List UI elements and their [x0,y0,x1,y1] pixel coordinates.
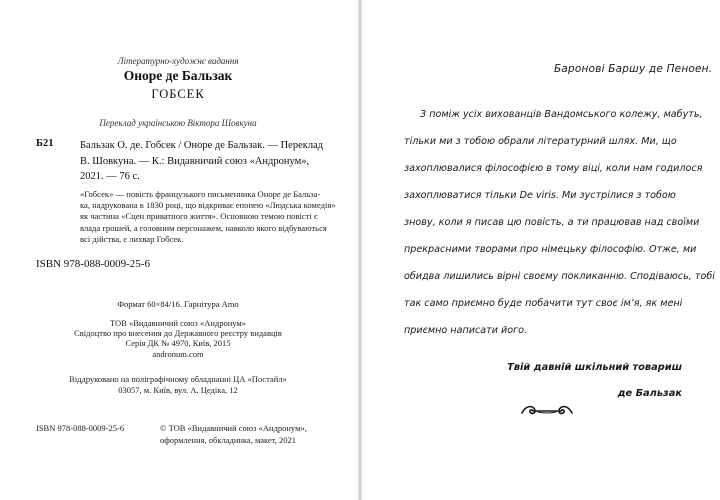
letter-line: приємно написати його. [404,325,528,336]
printing-line: Віддруковано на поліграфічному обладнанні ЦА «Постайл» [69,374,287,384]
left-page [0,0,356,500]
annotation-line: всі дійства, є лихвар Гобсек. [80,233,184,244]
annotation-line: як частина «Сцен приватного життя». Основною темою повісті є [80,211,318,222]
translator-note: Переклад українською Віктора Шовкуна [99,118,257,128]
copyright-line: © ТОВ «Видавничий союз «Андронум», [160,423,307,433]
letter-line: захоплюватися тільки De viris. Ми зустрілися з тобою [404,190,676,201]
dedication-recipient: Бароновi Баршу де Пеноен. [554,63,713,75]
cip-line: В. Шовкуна. — К.: Видавничий союз «Андронум», [80,155,310,167]
signature-line: Твій давній шкільний товариш [507,362,682,373]
letter-line: обидва лишились вірні своєму покликанню. Сподіваюсь, тобі [404,271,715,282]
annotation-line: «Гобсек» — повість французького письменника Оноре де Бальза- [80,189,321,199]
letter-line: З поміж усіх вихованців Вандомського колежу, мабуть, [420,109,703,120]
letter-line: так само приємно буде побачити тут своє ім’я, як мені [404,298,683,309]
cip-code: Б21 [36,138,54,149]
cip-line: Бальзак О. де. Гобсек / Оноре де Бальзак. — Переклад [80,140,324,151]
printing-info [0,374,356,396]
signature-author: де Бальзак [617,388,682,399]
cip-record [80,138,330,185]
publisher-website: andronum.com [152,348,204,359]
author-name: Оноре де Бальзак [123,68,233,83]
annotation-line: влада грошей, а головним персонажем, навколо якого відбуваються [80,222,327,233]
annotation-line: ка, надрукована в 1830 році, що відкриває епопею «Людська комедія» [80,200,336,211]
book-annotation [80,189,340,245]
printing-line: 03057, м. Київ, вул. А. Цедіка, 12 [118,385,238,395]
publisher-line: ТОВ «Видавничий союз «Андронум» [109,318,247,328]
dedication-letter [404,101,715,344]
isbn-bottom: ISBN 978-088-0009-25-6 [36,423,125,433]
isbn-main: ISBN 978-088-0009-25-6 [36,258,150,270]
publisher-line: Свідоцтво про внесення до Державного реєстру видавців [74,328,282,339]
book-gutter [356,0,364,500]
book-title: ГОБСЕК [151,87,205,101]
publisher-line: Серія ДК № 4970, Київ, 2015 [125,338,231,349]
publisher-info [0,318,356,359]
dedication-signature [364,355,682,407]
flourish-ornament-icon [520,402,574,420]
letter-line: захоплювалися філософією в тому віці, коли нам годилося [404,163,703,174]
letter-line: знову, коли я писав цю повість, а ти працював над своїми [404,217,700,228]
copyright-line: оформлення, обкладинка, макет, 2021 [160,434,297,445]
copyright-notice [160,423,340,446]
letter-line: прекрасними творами про німецьку філософію. Отже, ми [404,244,697,255]
format-info: Формат 60×84/16. Гарнітура Amo [117,299,239,309]
cip-line: 2021. — 76 с. [80,171,140,182]
letter-line: тільки ми з тобою обрали літературний шлях. Ми, що [404,136,677,147]
literary-type: Літературно-художнє видання [117,56,239,66]
right-page [364,0,720,500]
